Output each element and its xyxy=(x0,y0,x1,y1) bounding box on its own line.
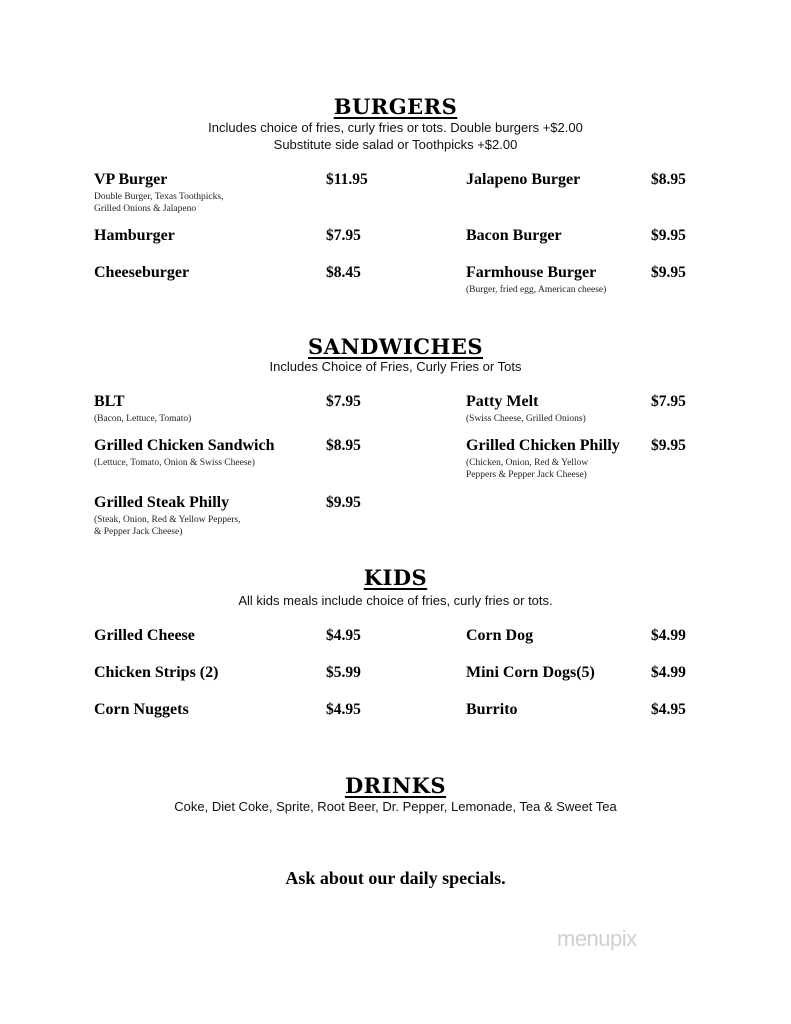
item-price: $7.95 xyxy=(326,227,361,244)
item-description: (Lettuce, Tomato, Onion & Swiss Cheese) xyxy=(94,458,255,468)
menu-item xyxy=(94,664,218,682)
menu-item xyxy=(94,701,189,719)
item-price: $7.95 xyxy=(651,393,686,410)
item-name: Hamburger xyxy=(94,227,175,244)
menu-item xyxy=(94,627,195,645)
item-name: Jalapeno Burger xyxy=(466,171,581,188)
menu-item xyxy=(94,171,223,215)
item-price: $8.95 xyxy=(326,437,361,454)
item-price: $9.95 xyxy=(326,494,361,511)
item-name: Mini Corn Dogs(5) xyxy=(466,664,595,681)
menu-item xyxy=(466,664,595,682)
item-name: Corn Nuggets xyxy=(94,701,189,718)
menu-item xyxy=(466,227,562,245)
item-name: Bacon Burger xyxy=(466,227,562,244)
item-name: Grilled Steak Philly xyxy=(94,494,230,511)
menu-item xyxy=(94,494,240,538)
item-price: $5.99 xyxy=(326,664,361,681)
menu-item xyxy=(94,437,274,469)
menu-item xyxy=(94,393,191,425)
item-name: Farmhouse Burger xyxy=(466,264,597,281)
item-price: $9.95 xyxy=(651,264,686,281)
burgers-note-2: Substitute side salad or Toothpicks +$2.00 xyxy=(273,137,518,152)
item-price: $9.95 xyxy=(651,437,686,454)
item-name: VP Burger xyxy=(94,171,168,188)
menu-item xyxy=(466,701,518,719)
menu-item xyxy=(466,437,620,481)
item-description: (Swiss Cheese, Grilled Onions) xyxy=(466,414,586,424)
item-description: (Steak, Onion, Red & Yellow Peppers, & Pepper Jack Cheese) xyxy=(94,515,241,537)
menu-item xyxy=(94,227,175,245)
drinks-title: DRINKS xyxy=(344,773,447,798)
item-description: (Burger, fried egg, American cheese) xyxy=(466,285,607,295)
item-name: Burrito xyxy=(466,701,518,718)
menupix-watermark: menupix xyxy=(557,926,637,951)
sandwiches-title: SANDWICHES xyxy=(308,334,483,359)
kids-note: All kids meals include choice of fries, curly fries or tots. xyxy=(238,593,553,608)
item-price: $4.95 xyxy=(326,701,361,718)
item-name: Cheeseburger xyxy=(94,264,190,281)
item-name: Grilled Cheese xyxy=(94,627,195,644)
menu-item xyxy=(466,264,606,296)
menu-item xyxy=(466,627,533,645)
item-price: $7.95 xyxy=(326,393,361,410)
menu-item xyxy=(94,264,189,282)
item-price: $4.95 xyxy=(326,627,361,644)
item-price: $4.99 xyxy=(651,627,686,644)
item-price: $11.95 xyxy=(326,171,368,188)
sandwiches-note: Includes Choice of Fries, Curly Fries or Tots xyxy=(269,359,522,374)
item-price: $8.45 xyxy=(326,264,361,281)
item-description: (Bacon, Lettuce, Tomato) xyxy=(94,414,192,424)
item-name: Grilled Chicken Sandwich xyxy=(94,437,275,454)
item-price: $9.95 xyxy=(651,227,686,244)
kids-title: KIDS xyxy=(363,565,428,590)
item-price: $8.95 xyxy=(651,171,686,188)
burgers-note-1: Includes choice of fries, curly fries or tots. Double burgers +$2.00 xyxy=(208,120,583,135)
item-name: BLT xyxy=(94,393,125,410)
item-price: $4.95 xyxy=(651,701,686,718)
item-name: Patty Melt xyxy=(466,393,539,410)
item-name: Grilled Chicken Philly xyxy=(466,437,620,454)
item-name: Chicken Strips (2) xyxy=(94,664,219,681)
daily-specials-note: Ask about our daily specials. xyxy=(285,868,506,888)
menu-item xyxy=(466,393,586,425)
item-name: Corn Dog xyxy=(466,627,534,644)
menu-item xyxy=(466,171,580,189)
item-description: (Chicken, Onion, Red & Yellow Peppers & Pepper Jack Cheese) xyxy=(466,458,589,480)
burgers-title: BURGERS xyxy=(333,94,458,119)
item-price: $4.99 xyxy=(651,664,686,681)
item-description: Double Burger, Texas Toothpicks, Grilled Onions & Jalapeno xyxy=(94,192,224,214)
drinks-list: Coke, Diet Coke, Sprite, Root Beer, Dr. Pepper, Lemonade, Tea & Sweet Tea xyxy=(174,799,617,814)
